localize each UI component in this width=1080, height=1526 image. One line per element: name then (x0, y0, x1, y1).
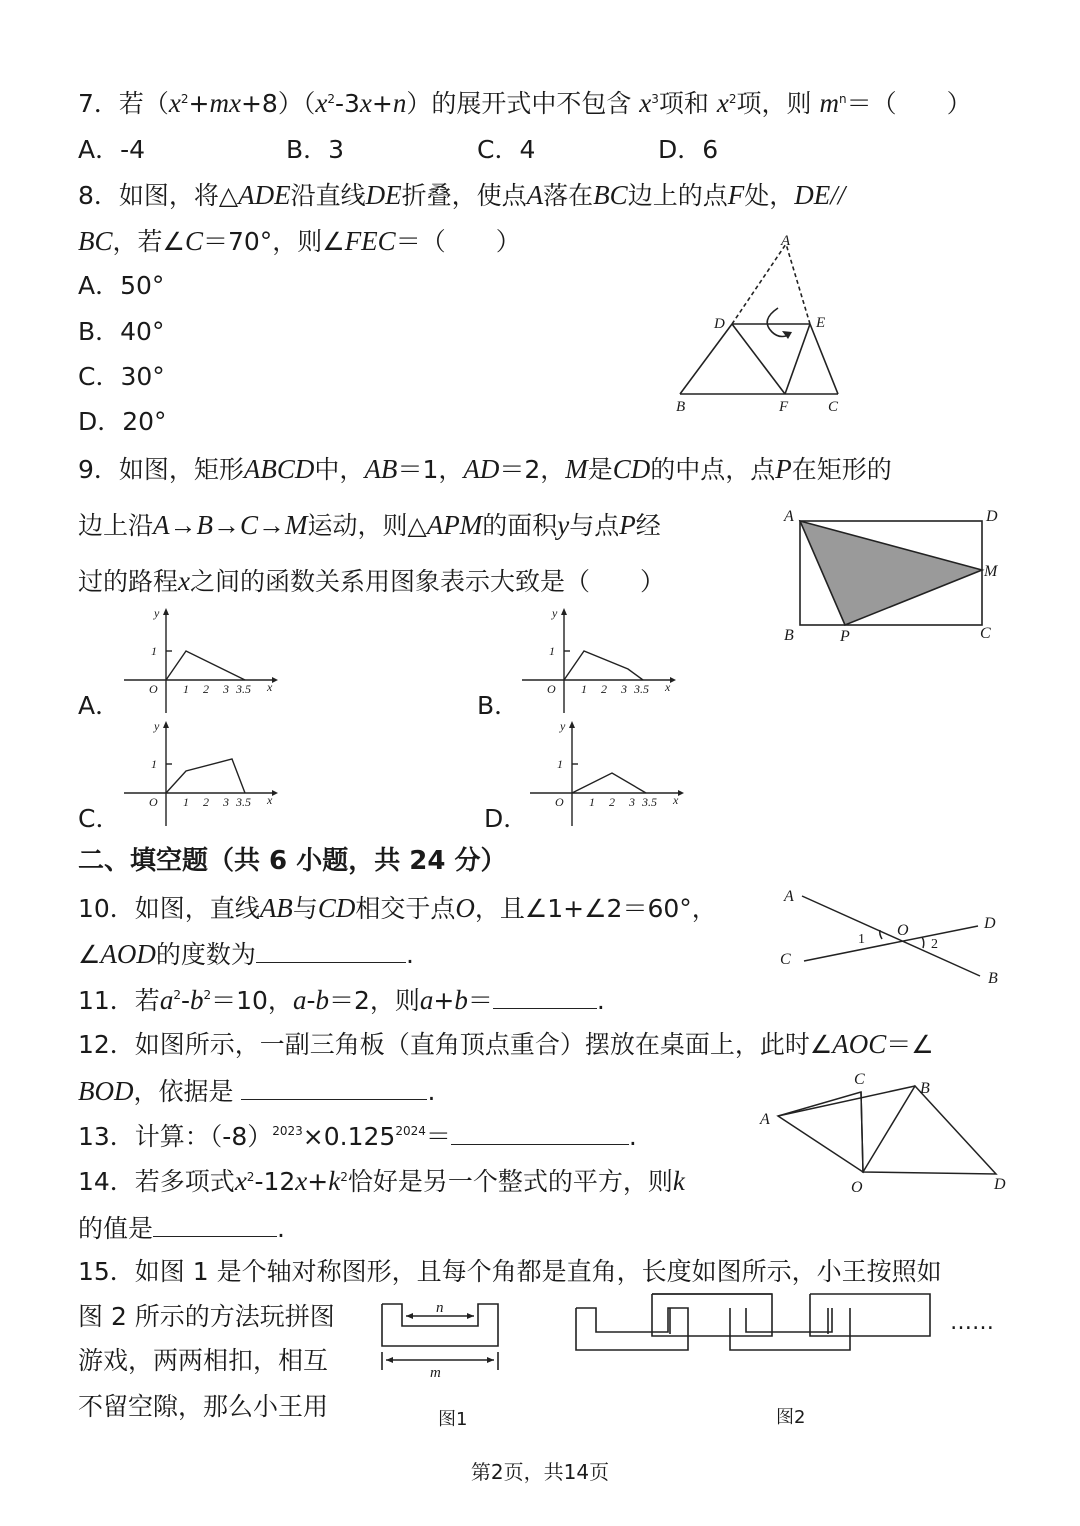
q8-label-a: A (781, 233, 791, 249)
section-heading-fill-in: 二、填空题（共 6 小题，共 24 分） (78, 846, 507, 876)
q15-stem-line4: 不留空隙，那么小王用 (78, 1392, 329, 1421)
q14-stem-line1: 14．若多项式$x^2-12x+k^2$恰好是另一个整式的平方，则k (78, 1166, 685, 1196)
q12-label-a: A (760, 1111, 770, 1128)
q9-graph-c-x-tick-2: 2 (203, 795, 209, 809)
q14-stem-line2: 的值是 . (78, 1210, 285, 1246)
page-footer: 第2页，共14页 (470, 1460, 610, 1484)
q15-figure-2 (570, 1288, 940, 1388)
q15-fig1-label-m: m (430, 1365, 441, 1381)
q9-graph-a-y-label: y (154, 606, 160, 620)
q8-label-b: B (676, 399, 686, 415)
q9-graph-a-x-tick-2: 2 (203, 682, 209, 696)
q15-fig2-caption: 图2 (776, 1407, 806, 1428)
q9-graph-d-x-tick-2: 2 (609, 795, 615, 809)
q9-graph-d-x-tick-3: 3 (629, 795, 635, 809)
q9-graph-d (528, 718, 688, 828)
q8-stem-line2: BC，若∠C＝70°，则∠FEC＝（ ） (78, 226, 521, 256)
q9-graph-b-x-tick-1: 1 (581, 682, 587, 696)
q12-label-o: O (851, 1179, 863, 1196)
q10-label-b: B (988, 970, 998, 987)
q10-label-c: C (780, 951, 791, 968)
q12-label-b: B (920, 1080, 930, 1097)
q9-graph-b-x-tick-2: 2 (601, 682, 607, 696)
q15-stem-line3: 游戏，两两相扣，相互 (78, 1346, 329, 1375)
q9-graph-d-x-label: x (673, 793, 679, 807)
q9-label-d: D (986, 508, 998, 525)
q10-stem-line2: ∠AOD的度数为 . (78, 936, 414, 972)
q9-label-c: C (980, 625, 991, 642)
q9-stem-line3: 过的路程x之间的函数关系用图象表示大致是（ ） (78, 566, 666, 596)
q9-graph-b-x-label: x (665, 680, 671, 694)
q8-label-f: F (779, 399, 789, 415)
q9-graph-c-origin: O (149, 795, 158, 809)
q12-label-c: C (854, 1071, 865, 1088)
q15-fig1-label-n: n (436, 1300, 444, 1316)
q9-graph-c (122, 718, 282, 828)
q9-graph-d-x-tick-35: 3.5 (642, 795, 657, 809)
q9-graph-c-x-tick-3: 3 (223, 795, 229, 809)
q10-label-a: A (784, 888, 794, 905)
q9-label-a: A (784, 508, 794, 525)
q8-option-d: D．20° (78, 407, 167, 436)
q9-graph-b-origin: O (547, 682, 556, 696)
q9-graph-c-x-tick-35: 3.5 (236, 795, 251, 809)
q9-graph-a-x-tick-3: 3 (223, 682, 229, 696)
q7-option-d: D．6 (658, 135, 719, 164)
q8-label-e: E (816, 315, 826, 331)
q10-label-angle-1: 1 (858, 932, 865, 947)
q9-stem-line2: 边上沿A→B→C→M运动，则△APM的面积y与点P经 (78, 510, 661, 540)
q8-option-c: C．30° (78, 362, 165, 391)
q8-label-c: C (828, 399, 839, 415)
q9-graph-c-y-tick-1: 1 (151, 757, 157, 771)
q15-fig1-caption: 图1 (438, 1409, 468, 1430)
q9-stem-line1: 9．如图，矩形ABCD中，AB＝1，AD＝2，M是CD的中点，点P在矩形的 (78, 454, 892, 484)
q12-label-d: D (994, 1176, 1006, 1193)
q9-graph-d-y-label: y (560, 719, 566, 733)
q9-graph-b (520, 605, 680, 715)
q9-label-m: M (984, 563, 998, 580)
q8-triangle-figure (660, 228, 860, 423)
q12-stem-line1: 12．如图所示，一副三角板（直角顶点重合）摆放在桌面上，此时∠AOC＝∠ (78, 1029, 934, 1059)
q13-answer-blank[interactable] (451, 1118, 629, 1145)
q15-figure-1 (376, 1298, 506, 1381)
q9-graph-a (122, 605, 282, 715)
q15-stem-line1: 15．如图 1 是个轴对称图形，且每个角都是直角，长度如图所示，小王按照如 (78, 1257, 942, 1286)
q9-graph-b-x-tick-35: 3.5 (634, 682, 649, 696)
q7-option-b: B．3 (286, 135, 345, 164)
q9-label-p: P (840, 628, 850, 645)
q9-graph-b-y-tick-1: 1 (549, 644, 555, 658)
q7-option-c: C．4 (477, 135, 536, 164)
q7-option-a: A．-4 (78, 135, 146, 164)
q15-continuation-dots: …… (950, 1310, 994, 1335)
q13-stem: 13．计算：$(-8)^{2023}\times 0.125^{2024}=$ . (78, 1118, 637, 1154)
q9-graph-c-x-label: x (267, 793, 273, 807)
q9-graph-c-x-tick-1: 1 (183, 795, 189, 809)
q9-option-d: D． (484, 804, 529, 833)
q9-graph-b-x-tick-3: 3 (621, 682, 627, 696)
q9-graph-c-y-label: y (154, 719, 160, 733)
q8-stem-line1: 8．如图，将△ADE沿直线DE折叠，使点A落在BC边上的点F处，DE// (78, 180, 846, 210)
q9-graph-d-origin: O (555, 795, 564, 809)
q9-option-c: C． (78, 804, 121, 833)
q10-intersecting-lines-figure (776, 882, 1006, 992)
q11-stem: 11．若$a^2-b^2=10$，a-b＝2，则a+b＝ . (78, 982, 605, 1018)
q15-stem-line2: 图 2 所示的方法玩拼图 (78, 1302, 335, 1331)
q7-stem: 7．若$(x^2+mx+8)(x^2-3x+n)$的展开式中不包含 $x^3$项和 $x^2$项，则 $m^n=$（ ） (78, 88, 972, 118)
q9-graph-a-x-tick-35: 3.5 (236, 682, 251, 696)
q9-graph-a-y-tick-1: 1 (151, 644, 157, 658)
q8-label-d: D (714, 316, 725, 332)
q12-triangle-plates-figure (756, 1064, 1018, 1198)
q8-option-b: B．40° (78, 317, 165, 346)
q9-label-b: B (784, 627, 794, 644)
q12-answer-blank[interactable] (241, 1073, 427, 1100)
q9-graph-d-y-tick-1: 1 (557, 757, 563, 771)
q10-label-angle-2: 2 (931, 937, 938, 952)
q14-answer-blank[interactable] (153, 1210, 277, 1237)
q8-option-a: A．50° (78, 271, 165, 300)
q10-answer-blank[interactable] (256, 936, 406, 963)
q9-graph-a-x-label: x (267, 680, 273, 694)
q9-rectangle-figure (776, 500, 1006, 650)
q10-stem-line1: 10．如图，直线AB与CD相交于点O，且∠1+∠2＝60°， (78, 893, 717, 923)
q11-answer-blank[interactable] (493, 982, 597, 1009)
q9-graph-d-x-tick-1: 1 (589, 795, 595, 809)
q10-label-o: O (897, 922, 909, 939)
q9-graph-a-origin: O (149, 682, 158, 696)
q9-option-a: A． (78, 691, 121, 720)
q9-graph-a-x-tick-1: 1 (183, 682, 189, 696)
q9-option-b: B． (477, 691, 520, 720)
q10-label-d: D (984, 915, 996, 932)
q9-graph-b-y-label: y (552, 606, 558, 620)
q12-stem-line2: BOD，依据是 . (78, 1073, 435, 1109)
